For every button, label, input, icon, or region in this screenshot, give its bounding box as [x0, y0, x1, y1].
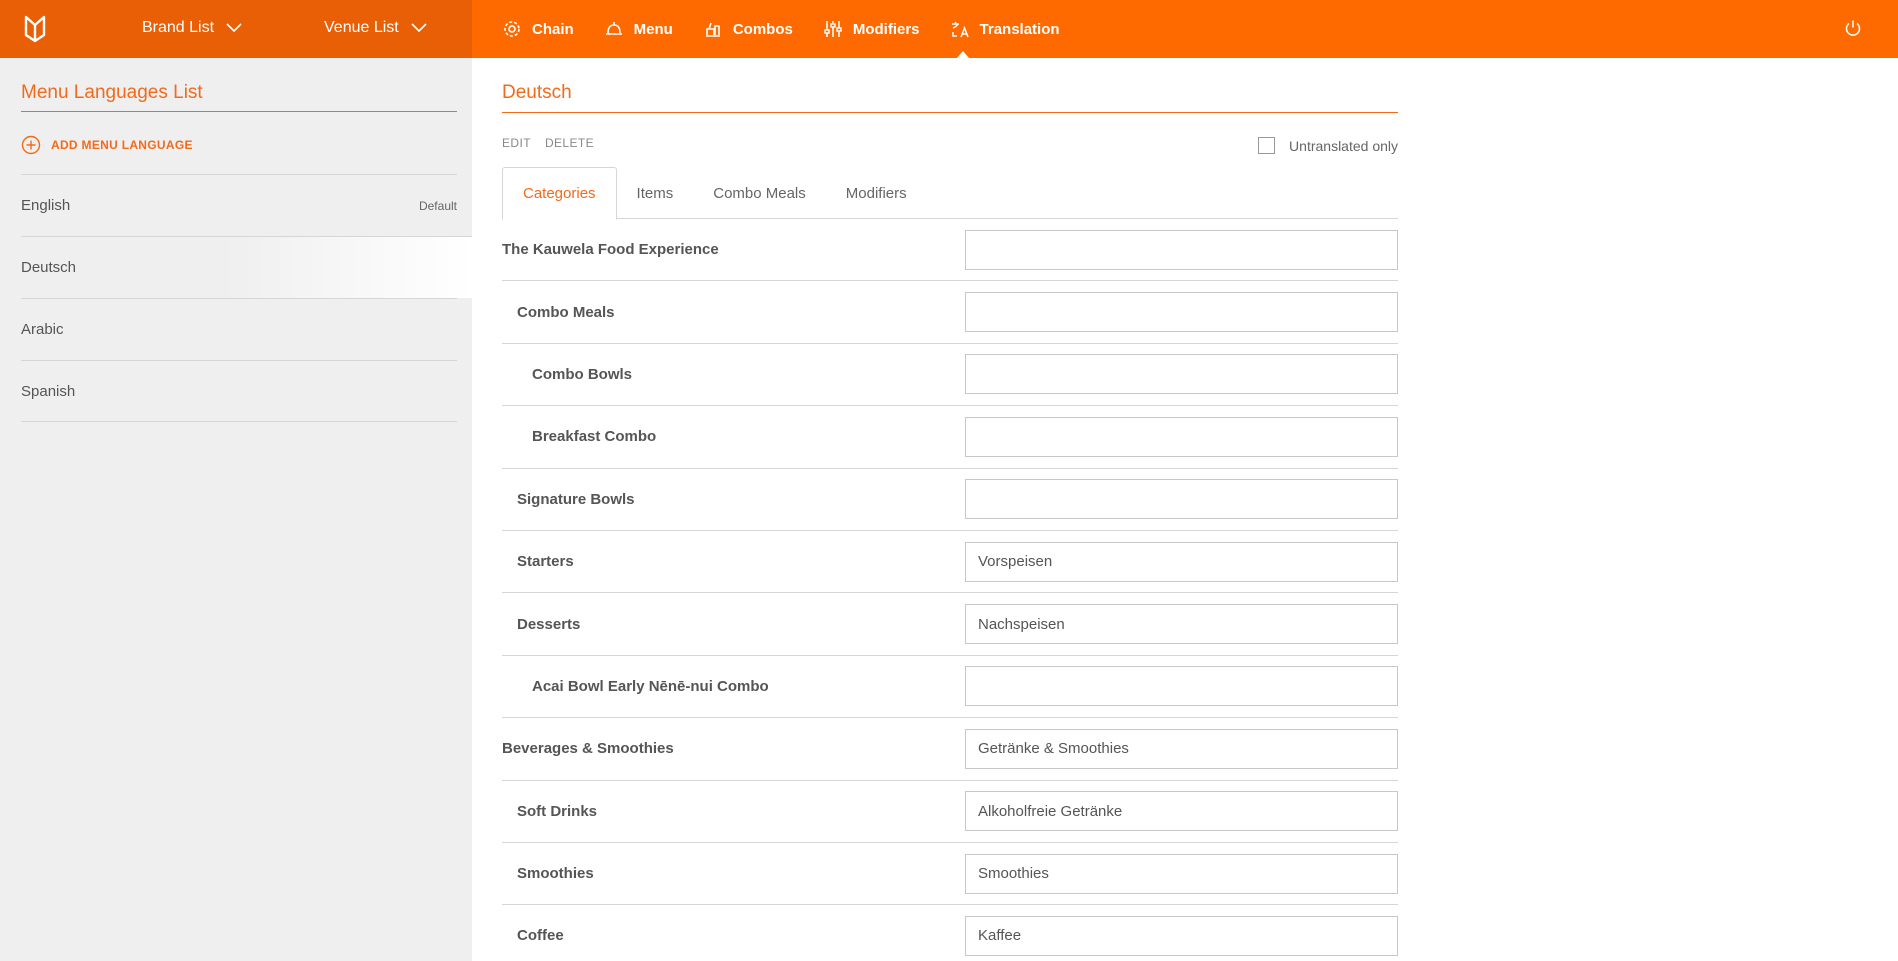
nav-menu-label: Menu [633, 20, 673, 38]
nav-modifiers-label: Modifiers [852, 20, 920, 38]
translation-row [502, 843, 1398, 905]
language-actions [502, 136, 594, 150]
category-label: Acai Bowl Early Nēnē-nui Combo [532, 677, 769, 695]
translation-input[interactable] [965, 729, 1398, 769]
language-item-arabic[interactable] [21, 298, 457, 360]
untranslated-only-toggle[interactable] [1258, 137, 1398, 154]
language-name: Arabic [21, 321, 64, 338]
language-name: Spanish [21, 382, 76, 400]
translation-row [502, 905, 1398, 961]
nav-chain-label: Chain [532, 20, 574, 38]
category-label: Breakfast Combo [532, 428, 657, 446]
add-menu-language-label: ADD MENU LANGUAGE [51, 138, 193, 152]
translation-row [502, 406, 1398, 468]
translation-input[interactable] [965, 916, 1398, 956]
sliders-icon [823, 19, 843, 39]
category-label: Starters [517, 553, 574, 571]
untranslated-only-checkbox[interactable] [1258, 137, 1275, 154]
category-label: Coffee [517, 927, 564, 945]
category-label: Beverages & Smoothies [502, 740, 674, 758]
sidebar [0, 58, 472, 961]
gear-icon [502, 19, 522, 39]
translation-row [502, 781, 1398, 843]
nav-chain[interactable] [502, 0, 574, 58]
language-item-english[interactable] [21, 174, 457, 236]
tab-categories[interactable]: Categories [502, 167, 617, 220]
language-list [21, 174, 457, 422]
nav-menu[interactable] [604, 0, 673, 58]
tab-modifiers[interactable]: Modifiers [845, 184, 907, 202]
nav-combos-label: Combos [732, 20, 793, 38]
top-bar [0, 0, 1898, 58]
category-label: Combo Meals [517, 303, 615, 321]
venue-list-label: Venue List [324, 19, 399, 36]
category-label: The Kauwela Food Experience [502, 241, 719, 259]
category-label: Desserts [517, 615, 581, 633]
logo-icon[interactable] [24, 15, 46, 43]
translation-input[interactable] [965, 479, 1398, 519]
page-title: Deutsch [502, 82, 1398, 113]
brand-list-label: Brand List [142, 19, 215, 36]
top-bar-left [0, 0, 472, 58]
category-label: Soft Drinks [517, 802, 598, 820]
translation-input[interactable] [965, 854, 1398, 894]
default-badge: Default [418, 198, 457, 213]
translation-input[interactable] [965, 604, 1398, 644]
tab-combo-meals[interactable]: Combo Meals [713, 184, 806, 202]
add-menu-language-button[interactable] [21, 135, 193, 155]
translation-row [502, 219, 1398, 281]
language-name: Deutsch [21, 259, 77, 276]
combo-icon [703, 19, 723, 39]
translation-row [502, 593, 1398, 655]
category-label: Combo Bowls [532, 365, 632, 383]
delete-button[interactable]: DELETE [544, 136, 595, 150]
power-icon[interactable] [1844, 19, 1862, 37]
translation-input[interactable] [965, 791, 1398, 831]
language-item-spanish[interactable] [21, 360, 457, 422]
translation-input[interactable] [965, 230, 1398, 270]
venue-list-dropdown[interactable] [324, 19, 427, 37]
main-nav [502, 0, 1090, 58]
language-name: English [21, 197, 71, 214]
translate-icon [950, 19, 970, 39]
translation-row [502, 344, 1398, 406]
nav-combos[interactable] [703, 0, 793, 58]
edit-button[interactable]: EDIT [502, 136, 531, 150]
translation-input[interactable] [965, 666, 1398, 706]
translation-row [502, 281, 1398, 343]
chevron-down-icon [226, 23, 242, 33]
translation-input[interactable] [965, 292, 1398, 332]
untranslated-only-label: Untranslated only [1289, 137, 1398, 154]
cloche-icon [604, 19, 624, 39]
category-label: Smoothies [517, 865, 594, 883]
language-item-deutsch[interactable] [21, 236, 472, 298]
chevron-down-icon [411, 23, 427, 33]
tab-bar [502, 167, 1398, 219]
translation-input[interactable] [965, 354, 1398, 394]
brand-list-dropdown[interactable] [142, 19, 242, 37]
translation-list [502, 219, 1398, 961]
translation-input[interactable] [965, 417, 1398, 457]
translation-row [502, 656, 1398, 718]
translation-input[interactable] [965, 542, 1398, 582]
nav-modifiers[interactable] [823, 0, 920, 58]
translation-row [502, 531, 1398, 593]
tab-items[interactable]: Items [636, 184, 674, 202]
nav-translation-label: Translation [979, 20, 1060, 38]
nav-translation[interactable] [950, 0, 1060, 58]
translation-row [502, 469, 1398, 531]
plus-circle-icon [21, 135, 41, 155]
translation-row [502, 718, 1398, 780]
sidebar-title: Menu Languages List [21, 82, 457, 112]
category-label: Signature Bowls [517, 490, 635, 508]
